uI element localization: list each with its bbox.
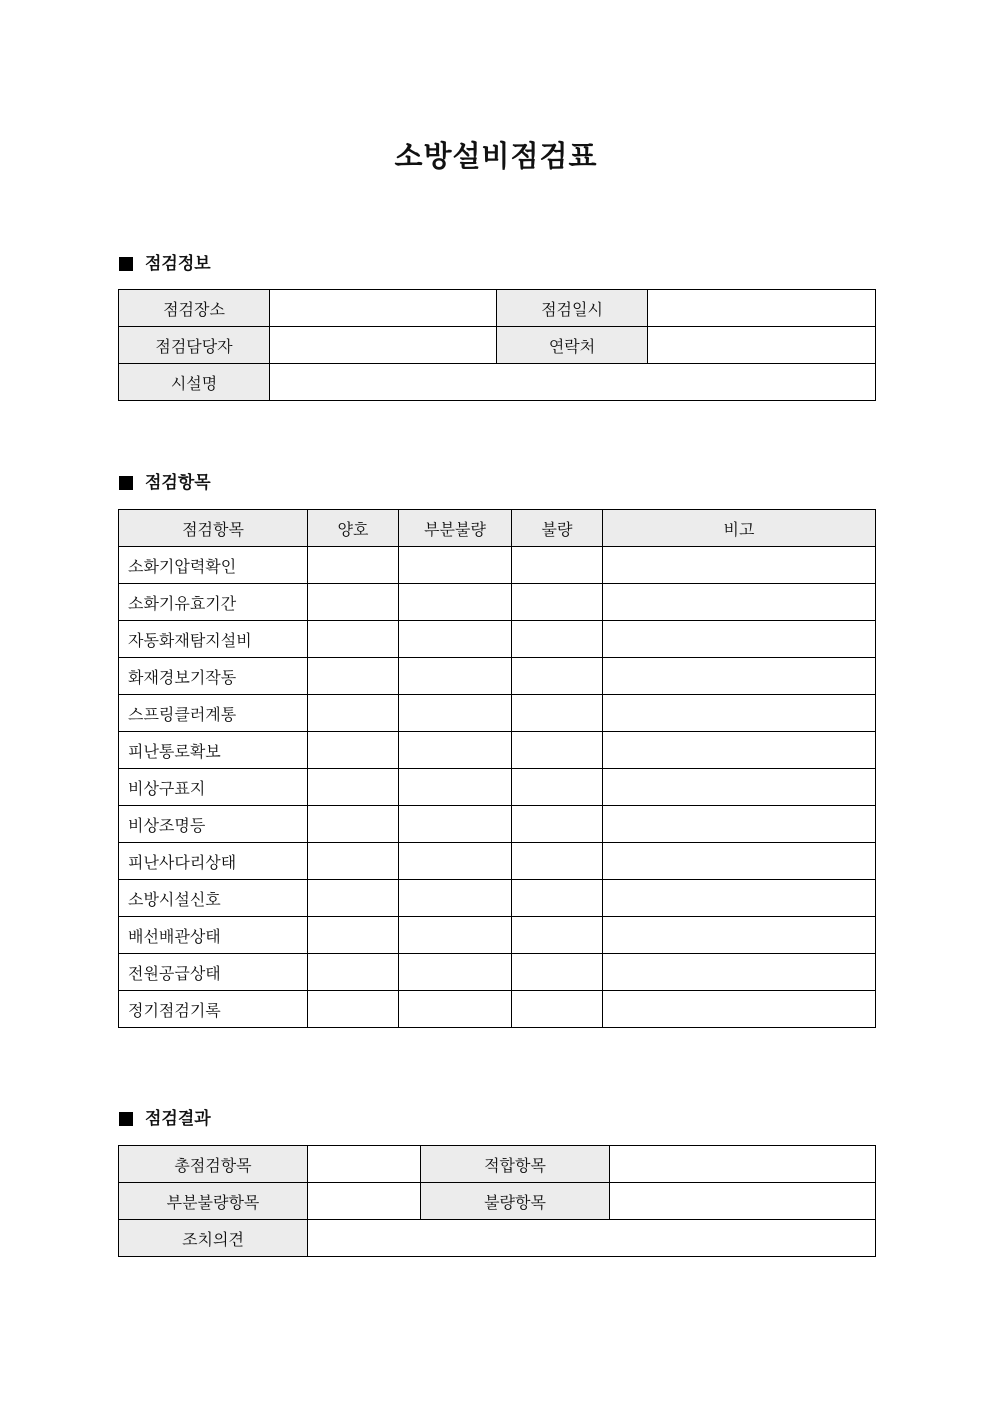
facility-field[interactable] bbox=[270, 364, 876, 401]
table-row bbox=[119, 1183, 876, 1220]
table-row bbox=[119, 954, 876, 991]
good-cell[interactable] bbox=[308, 658, 399, 695]
fail-cell[interactable] bbox=[512, 732, 603, 769]
partial-cell[interactable] bbox=[399, 695, 512, 732]
section-heading-label: 점검결과 bbox=[145, 1109, 211, 1129]
pass-field[interactable] bbox=[610, 1146, 876, 1183]
section-heading-info bbox=[119, 251, 211, 277]
item-label: 화재경보기작동 bbox=[119, 658, 308, 695]
header-good: 양호 bbox=[308, 510, 399, 547]
partial-label: 부분불량항목 bbox=[119, 1183, 308, 1220]
remarks-cell[interactable] bbox=[603, 954, 876, 991]
partial-cell[interactable] bbox=[399, 732, 512, 769]
good-cell[interactable] bbox=[308, 880, 399, 917]
remarks-cell[interactable] bbox=[603, 621, 876, 658]
table-row bbox=[119, 843, 876, 880]
good-cell[interactable] bbox=[308, 954, 399, 991]
fail-cell[interactable] bbox=[512, 991, 603, 1028]
item-label: 소방시설신호 bbox=[119, 880, 308, 917]
good-cell[interactable] bbox=[308, 769, 399, 806]
location-label: 점검장소 bbox=[119, 290, 270, 327]
table-row bbox=[119, 991, 876, 1028]
partial-cell[interactable] bbox=[399, 658, 512, 695]
table-row bbox=[119, 621, 876, 658]
fail-cell[interactable] bbox=[512, 584, 603, 621]
remarks-cell[interactable] bbox=[603, 769, 876, 806]
remarks-cell[interactable] bbox=[603, 584, 876, 621]
table-row bbox=[119, 695, 876, 732]
partial-cell[interactable] bbox=[399, 806, 512, 843]
good-cell[interactable] bbox=[308, 695, 399, 732]
manager-label: 점검담당자 bbox=[119, 327, 270, 364]
table-row bbox=[119, 658, 876, 695]
item-label: 소화기유효기간 bbox=[119, 584, 308, 621]
section-heading-label: 점검정보 bbox=[145, 254, 211, 274]
remarks-cell[interactable] bbox=[603, 991, 876, 1028]
header-fail: 불량 bbox=[512, 510, 603, 547]
item-label: 스프링클러계통 bbox=[119, 695, 308, 732]
table-row bbox=[119, 806, 876, 843]
partial-cell[interactable] bbox=[399, 917, 512, 954]
table-row bbox=[119, 732, 876, 769]
partial-cell[interactable] bbox=[399, 991, 512, 1028]
item-label: 자동화재탐지설비 bbox=[119, 621, 308, 658]
remarks-cell[interactable] bbox=[603, 732, 876, 769]
partial-cell[interactable] bbox=[399, 843, 512, 880]
header-item: 점검항목 bbox=[119, 510, 308, 547]
good-cell[interactable] bbox=[308, 917, 399, 954]
fail-cell[interactable] bbox=[512, 843, 603, 880]
fail-cell[interactable] bbox=[512, 547, 603, 584]
header-remarks: 비고 bbox=[603, 510, 876, 547]
partial-cell[interactable] bbox=[399, 769, 512, 806]
header-partial: 부분불량 bbox=[399, 510, 512, 547]
item-label: 소화기압력확인 bbox=[119, 547, 308, 584]
item-label: 비상조명등 bbox=[119, 806, 308, 843]
table-row bbox=[119, 364, 876, 401]
table-row bbox=[119, 1146, 876, 1183]
good-cell[interactable] bbox=[308, 806, 399, 843]
fail-cell[interactable] bbox=[512, 917, 603, 954]
facility-label: 시설명 bbox=[119, 364, 270, 401]
good-cell[interactable] bbox=[308, 843, 399, 880]
partial-cell[interactable] bbox=[399, 954, 512, 991]
fail-cell[interactable] bbox=[512, 621, 603, 658]
date-field[interactable] bbox=[648, 290, 876, 327]
remarks-cell[interactable] bbox=[603, 695, 876, 732]
fail-cell[interactable] bbox=[512, 954, 603, 991]
good-cell[interactable] bbox=[308, 547, 399, 584]
pass-label: 적합항목 bbox=[421, 1146, 610, 1183]
action-label: 조치의견 bbox=[119, 1220, 308, 1257]
partial-cell[interactable] bbox=[399, 547, 512, 584]
square-bullet-icon bbox=[119, 1112, 133, 1126]
item-label: 비상구표지 bbox=[119, 769, 308, 806]
good-cell[interactable] bbox=[308, 584, 399, 621]
document-title: 소방설비점검표 bbox=[394, 139, 598, 173]
table-row bbox=[119, 584, 876, 621]
section-heading-label: 점검항목 bbox=[145, 473, 211, 493]
table-row bbox=[119, 769, 876, 806]
square-bullet-icon bbox=[119, 257, 133, 271]
table-row bbox=[119, 290, 876, 327]
partial-field[interactable] bbox=[308, 1183, 421, 1220]
items-table bbox=[118, 509, 876, 1028]
remarks-cell[interactable] bbox=[603, 658, 876, 695]
contact-label: 연락처 bbox=[497, 327, 648, 364]
good-cell[interactable] bbox=[308, 732, 399, 769]
fail-cell[interactable] bbox=[512, 695, 603, 732]
table-row bbox=[119, 1220, 876, 1257]
table-row bbox=[119, 880, 876, 917]
location-field[interactable] bbox=[270, 290, 497, 327]
remarks-cell[interactable] bbox=[603, 547, 876, 584]
fail-cell[interactable] bbox=[512, 880, 603, 917]
square-bullet-icon bbox=[119, 476, 133, 490]
fail-label: 불량항목 bbox=[421, 1183, 610, 1220]
contact-field[interactable] bbox=[648, 327, 876, 364]
good-cell[interactable] bbox=[308, 991, 399, 1028]
remarks-cell[interactable] bbox=[603, 880, 876, 917]
partial-cell[interactable] bbox=[399, 584, 512, 621]
partial-cell[interactable] bbox=[399, 880, 512, 917]
fail-cell[interactable] bbox=[512, 658, 603, 695]
action-field[interactable] bbox=[308, 1220, 876, 1257]
table-row bbox=[119, 547, 876, 584]
section-heading-items bbox=[119, 470, 211, 496]
table-header-row bbox=[119, 510, 876, 547]
manager-field[interactable] bbox=[270, 327, 497, 364]
good-cell[interactable] bbox=[308, 621, 399, 658]
total-field[interactable] bbox=[308, 1146, 421, 1183]
remarks-cell[interactable] bbox=[603, 806, 876, 843]
remarks-cell[interactable] bbox=[603, 843, 876, 880]
date-label: 점검일시 bbox=[497, 290, 648, 327]
fail-cell[interactable] bbox=[512, 806, 603, 843]
info-table bbox=[118, 289, 876, 401]
total-label: 총점검항목 bbox=[119, 1146, 308, 1183]
remarks-cell[interactable] bbox=[603, 917, 876, 954]
item-label: 배선배관상태 bbox=[119, 917, 308, 954]
fail-cell[interactable] bbox=[512, 769, 603, 806]
table-row bbox=[119, 917, 876, 954]
item-label: 정기점검기록 bbox=[119, 991, 308, 1028]
item-label: 피난통로확보 bbox=[119, 732, 308, 769]
table-row bbox=[119, 327, 876, 364]
result-table bbox=[118, 1145, 876, 1257]
item-label: 피난사다리상태 bbox=[119, 843, 308, 880]
section-heading-result bbox=[119, 1106, 211, 1132]
fail-field[interactable] bbox=[610, 1183, 876, 1220]
item-label: 전원공급상태 bbox=[119, 954, 308, 991]
partial-cell[interactable] bbox=[399, 621, 512, 658]
